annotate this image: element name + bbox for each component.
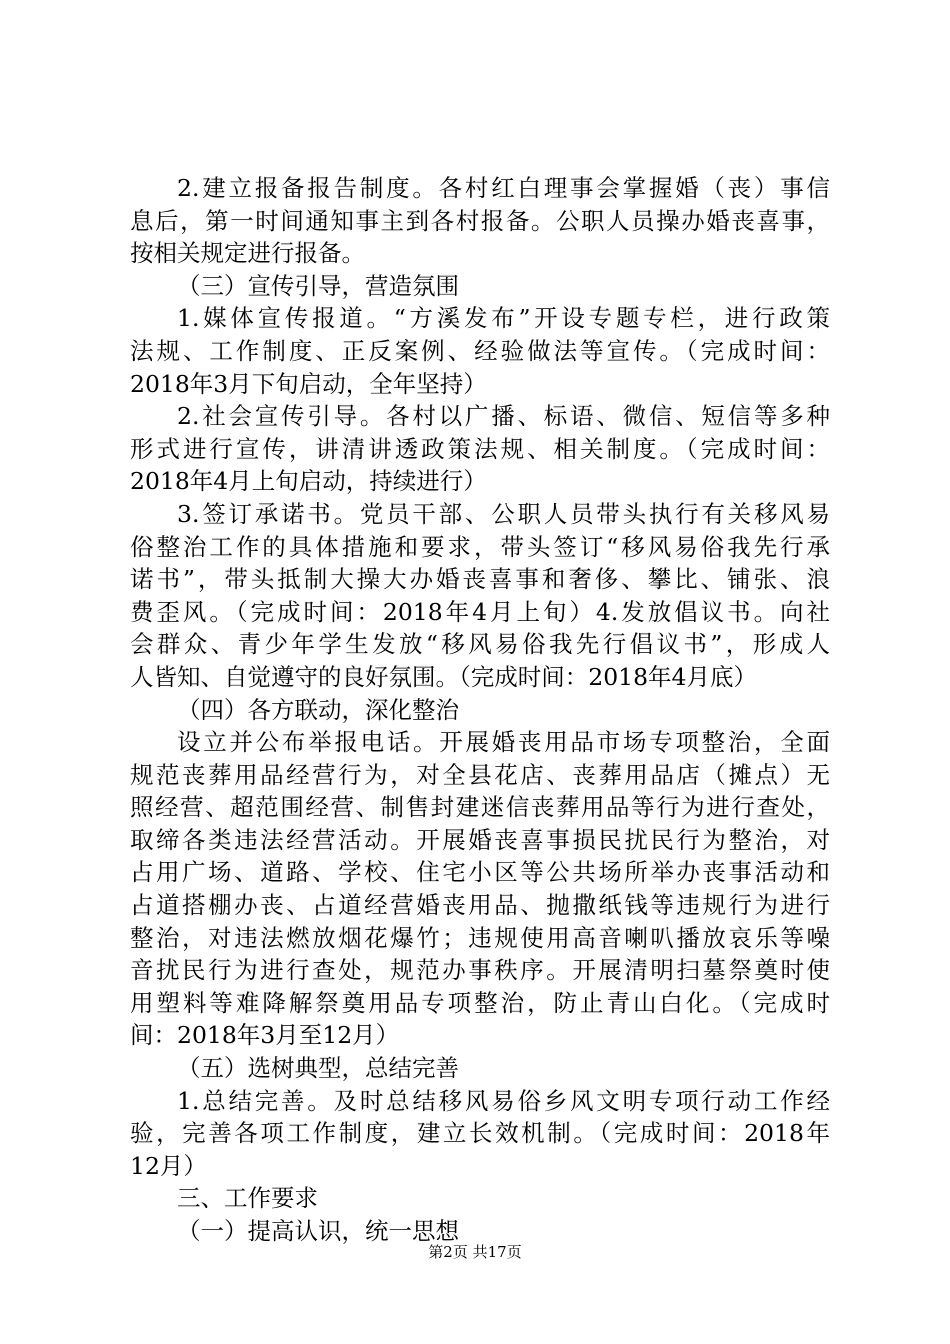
text-line: 占用广场、道路、学校、住宅小区等公共场所举办丧事活动和 [130,858,830,887]
text-line: 人皆知、自觉遵守的良好氛围。（完成时间：2018年4月底） [130,662,758,691]
page-number-label: 第2页 共17页 [428,1243,522,1261]
document-body [130,172,830,1248]
text-line: 诺书”，带头抵制大操大办婚丧喜事和奢侈、攀比、铺张、浪 [130,565,830,594]
text-line: （四）各方联动，深化整治 [177,695,459,724]
text-line: 2.建立报备报告制度。各村红白理事会掌握婚（丧）事信 [177,174,830,202]
text-line: （一）提高认识，统一思想 [177,1217,459,1245]
text-line: 12月） [130,1151,207,1180]
page-footer [0,1242,950,1262]
text-line: 1.总结完善。及时总结移风易俗乡风文明专项行动工作经 [177,1086,830,1115]
text-line: 俗整治工作的具体措施和要求，带头签订“移风易俗我先行承 [130,532,830,561]
text-line: 音扰民行为进行查处，规范办事秩序。开展清明扫墓祭奠时使 [130,956,830,985]
text-line: （三）宣传引导，营造氛围 [177,271,459,300]
text-line: 规范丧葬用品经营行为，对全县花店、丧葬用品店（摊点）无 [130,760,830,789]
text-line: 按相关规定进行报备。 [130,239,365,268]
text-line: 1.媒体宣传报道。“方溪发布”开设专题专栏，进行政策 [177,304,830,333]
text-line: 取缔各类违法经营活动。开展婚丧喜事损民扰民行为整治，对 [130,825,830,854]
text-line: 间：2018年3月至12月） [130,1021,400,1050]
text-line: 照经营、超范围经营、制售封建迷信丧葬用品等行为进行查处， [130,793,830,822]
text-line: （五）选树典型，总结完善 [177,1054,459,1083]
text-line: 形式进行宣传，讲清讲透政策法规、相关制度。（完成时间： [130,434,830,463]
text-line: 三、工作要求 [177,1184,318,1213]
text-line: 2.社会宣传引导。各村以广播、标语、微信、短信等多种 [177,402,830,431]
text-line: 整治，对违法燃放烟花爆竹；违规使用高音喇叭播放哀乐等噪 [130,923,830,952]
text-line: 2018年3月下旬启动，全年坚持） [130,369,487,398]
text-line: 费歪风。（完成时间：2018年4月上旬）4.发放倡议书。向社 [130,597,830,626]
text-line: 3.签订承诺书。党员干部、公职人员带头执行有关移风易 [177,499,830,528]
text-line: 验，完善各项工作制度，建立长效机制。（完成时间：2018年 [130,1119,830,1148]
text-line: 设立并公布举报电话。开展婚丧用品市场专项整治，全面 [177,728,830,757]
text-line: 会群众、青少年学生发放“移风易俗我先行倡议书”，形成人 [130,630,830,659]
text-line: 用塑料等难降解祭奠用品专项整治，防止青山白化。（完成时 [130,988,830,1017]
text-line: 法规、工作制度、正反案例、经验做法等宣传。（完成时间： [130,336,830,365]
text-line: 息后，第一时间通知事主到各村报备。公职人员操办婚丧喜事， [130,206,830,235]
text-line: 2018年4月上旬启动，持续进行） [130,467,487,496]
text-line: 占道搭棚办丧、占道经营婚丧用品、抛撒纸钱等违规行为进行 [130,891,830,920]
